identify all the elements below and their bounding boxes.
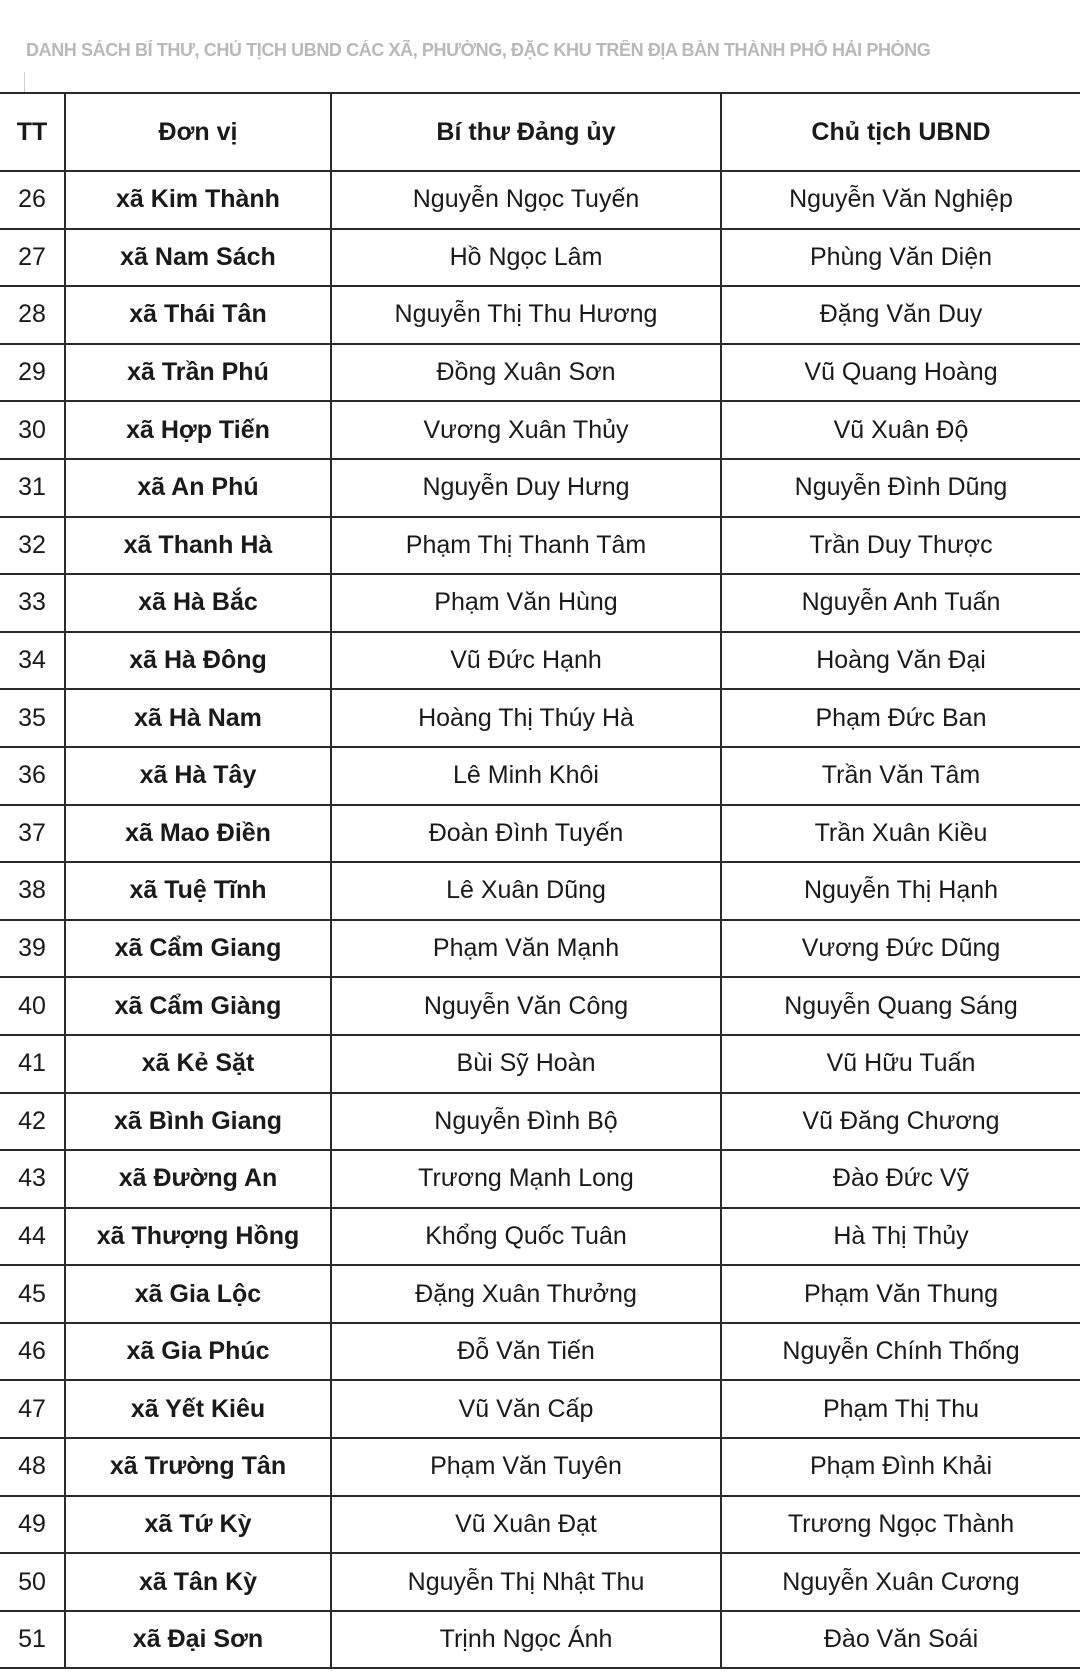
row-number: 37	[0, 805, 65, 863]
row-number: 31	[0, 459, 65, 517]
party-secretary-name: Lê Minh Khôi	[331, 747, 721, 805]
party-secretary-name: Nguyễn Thị Nhật Thu	[331, 1553, 721, 1611]
unit-name: xã Nam Sách	[65, 229, 331, 287]
row-number: 28	[0, 286, 65, 344]
table-row	[0, 344, 1080, 402]
unit-name: xã Kẻ Sặt	[65, 1035, 331, 1093]
table-row	[0, 401, 1080, 459]
table-row	[0, 1035, 1080, 1093]
committee-chair-name: Trần Xuân Kiều	[721, 805, 1080, 863]
row-number: 35	[0, 689, 65, 747]
unit-name: xã Hà Nam	[65, 689, 331, 747]
party-secretary-name: Vũ Văn Cấp	[331, 1380, 721, 1438]
committee-chair-name: Hoàng Văn Đại	[721, 632, 1080, 690]
table-row	[0, 805, 1080, 863]
party-secretary-name: Vương Xuân Thủy	[331, 401, 721, 459]
unit-name: xã Kim Thành	[65, 171, 331, 229]
party-secretary-name: Phạm Văn Tuyên	[331, 1438, 721, 1496]
table-row	[0, 1496, 1080, 1554]
row-number: 38	[0, 862, 65, 920]
committee-chair-name: Trần Văn Tâm	[721, 747, 1080, 805]
unit-name: xã Cẩm Giàng	[65, 977, 331, 1035]
row-number: 48	[0, 1438, 65, 1496]
unit-name: xã Thượng Hồng	[65, 1208, 331, 1266]
table-row	[0, 632, 1080, 690]
row-number: 30	[0, 401, 65, 459]
row-number: 45	[0, 1265, 65, 1323]
committee-chair-name: Nguyễn Quang Sáng	[721, 977, 1080, 1035]
table-row	[0, 171, 1080, 229]
unit-name: xã Đường An	[65, 1150, 331, 1208]
row-number: 51	[0, 1611, 65, 1669]
party-secretary-name: Nguyễn Đình Bộ	[331, 1093, 721, 1151]
committee-chair-name: Đặng Văn Duy	[721, 286, 1080, 344]
table-row	[0, 1208, 1080, 1266]
table-body	[0, 171, 1080, 1668]
table-row	[0, 459, 1080, 517]
unit-name: xã Cẩm Giang	[65, 920, 331, 978]
row-number: 44	[0, 1208, 65, 1266]
party-secretary-name: Trịnh Ngọc Ánh	[331, 1611, 721, 1669]
committee-chair-name: Phạm Đình Khải	[721, 1438, 1080, 1496]
committee-chair-name: Vũ Hữu Tuấn	[721, 1035, 1080, 1093]
party-secretary-name: Nguyễn Văn Công	[331, 977, 721, 1035]
party-secretary-name: Nguyễn Ngọc Tuyến	[331, 171, 721, 229]
unit-name: xã Hà Bắc	[65, 574, 331, 632]
committee-chair-name: Nguyễn Văn Nghiệp	[721, 171, 1080, 229]
table-row	[0, 1323, 1080, 1381]
party-secretary-name: Phạm Văn Mạnh	[331, 920, 721, 978]
table-row	[0, 1553, 1080, 1611]
party-secretary-name: Lê Xuân Dũng	[331, 862, 721, 920]
committee-chair-name: Vũ Đăng Chương	[721, 1093, 1080, 1151]
row-number: 27	[0, 229, 65, 287]
unit-name: xã Gia Lộc	[65, 1265, 331, 1323]
unit-name: xã Tứ Kỳ	[65, 1496, 331, 1554]
header-chair: Chủ tịch UBND	[721, 93, 1080, 171]
party-secretary-name: Vũ Đức Hạnh	[331, 632, 721, 690]
party-secretary-name: Nguyễn Thị Thu Hương	[331, 286, 721, 344]
table-row	[0, 747, 1080, 805]
committee-chair-name: Trương Ngọc Thành	[721, 1496, 1080, 1554]
committee-chair-name: Phạm Văn Thung	[721, 1265, 1080, 1323]
unit-name: xã Gia Phúc	[65, 1323, 331, 1381]
committee-chair-name: Hà Thị Thủy	[721, 1208, 1080, 1266]
table-row	[0, 920, 1080, 978]
row-number: 46	[0, 1323, 65, 1381]
unit-name: xã Hợp Tiến	[65, 401, 331, 459]
table-row	[0, 1380, 1080, 1438]
row-number: 29	[0, 344, 65, 402]
row-number: 36	[0, 747, 65, 805]
unit-name: xã Mao Điền	[65, 805, 331, 863]
unit-name: xã Trường Tân	[65, 1438, 331, 1496]
row-number: 43	[0, 1150, 65, 1208]
party-secretary-name: Nguyễn Duy Hưng	[331, 459, 721, 517]
header-unit: Đơn vị	[65, 93, 331, 171]
party-secretary-name: Đồng Xuân Sơn	[331, 344, 721, 402]
officials-table	[0, 92, 1080, 1669]
row-number: 49	[0, 1496, 65, 1554]
unit-name: xã Yết Kiêu	[65, 1380, 331, 1438]
table-row	[0, 574, 1080, 632]
row-number: 32	[0, 517, 65, 575]
unit-name: xã Hà Tây	[65, 747, 331, 805]
table-row	[0, 1265, 1080, 1323]
party-secretary-name: Phạm Thị Thanh Tâm	[331, 517, 721, 575]
committee-chair-name: Nguyễn Chính Thống	[721, 1323, 1080, 1381]
table-row	[0, 517, 1080, 575]
row-number: 33	[0, 574, 65, 632]
table-row	[0, 1093, 1080, 1151]
committee-chair-name: Vũ Xuân Độ	[721, 401, 1080, 459]
party-secretary-name: Trương Mạnh Long	[331, 1150, 721, 1208]
party-secretary-name: Vũ Xuân Đạt	[331, 1496, 721, 1554]
header-secretary: Bí thư Đảng ủy	[331, 93, 721, 171]
unit-name: xã Thanh Hà	[65, 517, 331, 575]
row-number: 40	[0, 977, 65, 1035]
table-row	[0, 977, 1080, 1035]
unit-name: xã Tân Kỳ	[65, 1553, 331, 1611]
document-title: DANH SÁCH BÍ THƯ, CHỦ TỊCH UBND CÁC XÃ, PHƯỜNG, ĐẶC KHU TRÊN ĐỊA BÀN THÀNH PHỐ HẢI PHÒNG	[26, 40, 931, 60]
row-number: 34	[0, 632, 65, 690]
title-divider	[24, 72, 25, 92]
table-row	[0, 229, 1080, 287]
committee-chair-name: Phạm Đức Ban	[721, 689, 1080, 747]
row-number: 26	[0, 171, 65, 229]
row-number: 39	[0, 920, 65, 978]
table-row	[0, 1611, 1080, 1669]
unit-name: xã Đại Sơn	[65, 1611, 331, 1669]
unit-name: xã Hà Đông	[65, 632, 331, 690]
committee-chair-name: Vũ Quang Hoàng	[721, 344, 1080, 402]
committee-chair-name: Nguyễn Thị Hạnh	[721, 862, 1080, 920]
party-secretary-name: Phạm Văn Hùng	[331, 574, 721, 632]
unit-name: xã Bình Giang	[65, 1093, 331, 1151]
header-tt: TT	[0, 93, 65, 171]
unit-name: xã Trần Phú	[65, 344, 331, 402]
table-row	[0, 1150, 1080, 1208]
table-row	[0, 286, 1080, 344]
table-row	[0, 1438, 1080, 1496]
unit-name: xã Tuệ Tĩnh	[65, 862, 331, 920]
row-number: 50	[0, 1553, 65, 1611]
committee-chair-name: Nguyễn Đình Dũng	[721, 459, 1080, 517]
party-secretary-name: Khổng Quốc Tuân	[331, 1208, 721, 1266]
committee-chair-name: Trần Duy Thược	[721, 517, 1080, 575]
party-secretary-name: Hồ Ngọc Lâm	[331, 229, 721, 287]
party-secretary-name: Bùi Sỹ Hoàn	[331, 1035, 721, 1093]
committee-chair-name: Phùng Văn Diện	[721, 229, 1080, 287]
table-row	[0, 689, 1080, 747]
table-row	[0, 862, 1080, 920]
unit-name: xã Thái Tân	[65, 286, 331, 344]
row-number: 41	[0, 1035, 65, 1093]
party-secretary-name: Đoàn Đình Tuyến	[331, 805, 721, 863]
party-secretary-name: Đỗ Văn Tiến	[331, 1323, 721, 1381]
committee-chair-name: Vương Đức Dũng	[721, 920, 1080, 978]
committee-chair-name: Phạm Thị Thu	[721, 1380, 1080, 1438]
unit-name: xã An Phú	[65, 459, 331, 517]
committee-chair-name: Nguyễn Xuân Cương	[721, 1553, 1080, 1611]
party-secretary-name: Hoàng Thị Thúy Hà	[331, 689, 721, 747]
table-header-row	[0, 93, 1080, 171]
row-number: 42	[0, 1093, 65, 1151]
committee-chair-name: Nguyễn Anh Tuấn	[721, 574, 1080, 632]
committee-chair-name: Đào Văn Soái	[721, 1611, 1080, 1669]
party-secretary-name: Đặng Xuân Thưởng	[331, 1265, 721, 1323]
row-number: 47	[0, 1380, 65, 1438]
committee-chair-name: Đào Đức Vỹ	[721, 1150, 1080, 1208]
